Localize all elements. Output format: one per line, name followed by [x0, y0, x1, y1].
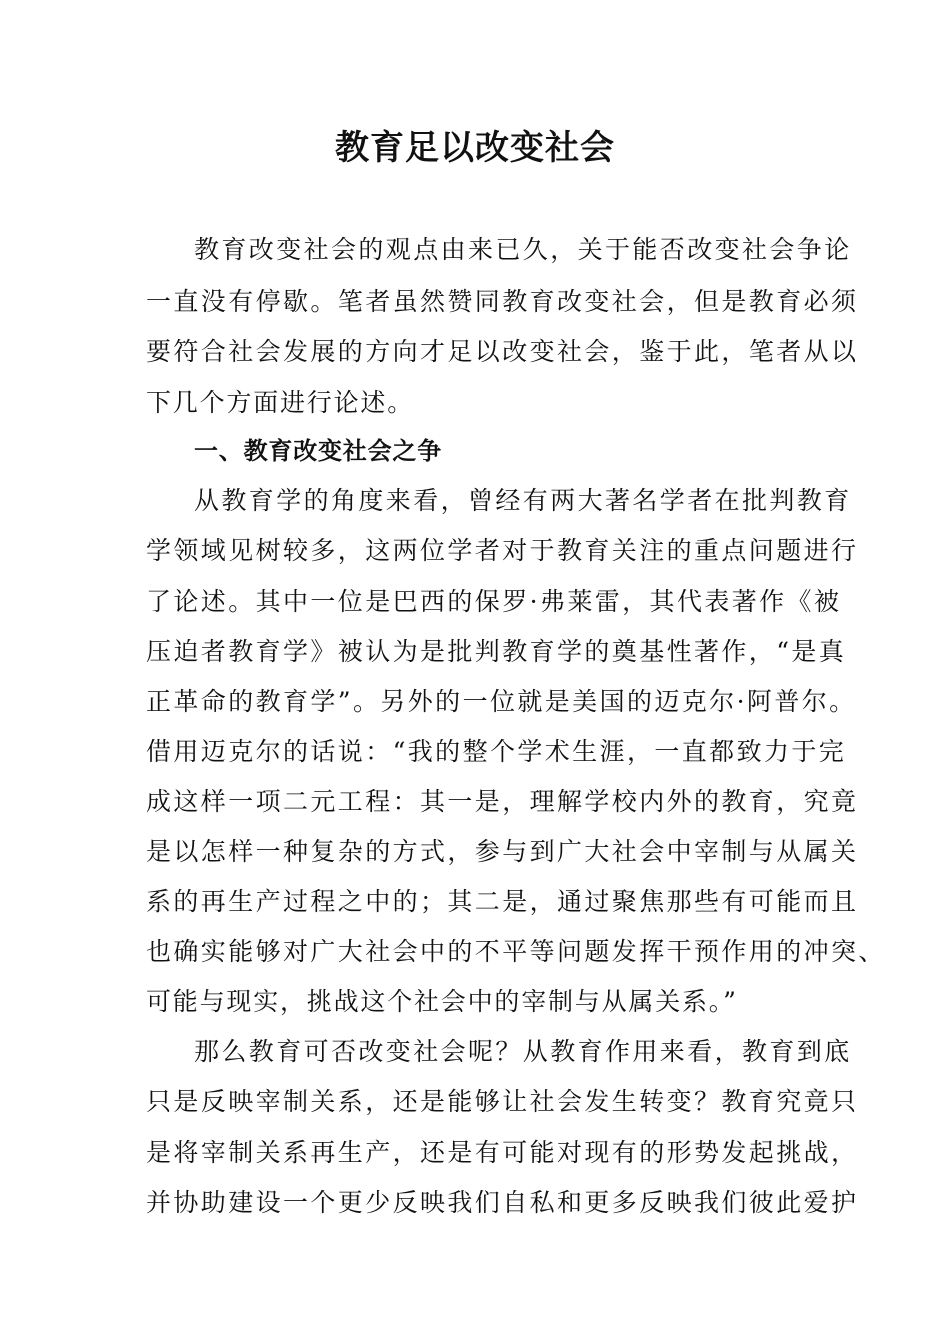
paragraph-2-line-10: 也确实能够对广大社会中的不平等问题发挥干预作用的冲突、: [146, 937, 886, 966]
paragraph-2-line-2: 学领域见树较多，这两位学者对于教育关注的重点问题进行: [146, 536, 859, 565]
paragraph-2-line-5: 正革命的教育学”。另外的一位就是美国的迈克尔·阿普尔。: [146, 687, 857, 716]
section-heading-1: 一、教育改变社会之争: [194, 437, 442, 465]
document-title: 教育足以改变社会: [335, 128, 615, 168]
paragraph-3-line-4: 并协助建设一个更少反映我们自私和更多反映我们彼此爱护: [146, 1188, 859, 1217]
paragraph-3-line-2: 只是反映宰制关系，还是能够让社会发生转变？教育究竟只: [146, 1087, 859, 1116]
paragraph-2-line-8: 是以怎样一种复杂的方式，参与到广大社会中宰制与从属关: [146, 837, 859, 866]
paragraph-2-line-7: 成这样一项二元工程：其一是，理解学校内外的教育，究竟: [146, 787, 859, 816]
paragraph-3-line-1: 那么教育可否改变社会呢？从教育作用来看，教育到底: [194, 1037, 852, 1066]
paragraph-2-line-1: 从教育学的角度来看，曾经有两大著名学者在批判教育: [194, 486, 852, 515]
paragraph-2-line-4: 压迫者教育学》被认为是批判教育学的奠基性著作，“是真: [146, 637, 847, 666]
paragraph-1-line-1: 教育改变社会的观点由来已久，关于能否改变社会争论: [194, 235, 852, 264]
paragraph-2-line-3: 了论述。其中一位是巴西的保罗·弗莱雷，其代表著作《被: [146, 587, 842, 616]
paragraph-2-line-9: 系的再生产过程之中的；其二是，通过聚焦那些有可能而且: [146, 887, 859, 916]
paragraph-1-line-4: 下几个方面进行论述。: [146, 388, 415, 417]
paragraph-1-line-3: 要符合社会发展的方向才足以改变社会，鉴于此，笔者从以: [146, 337, 859, 366]
paragraph-1-line-2: 一直没有停歇。笔者虽然赞同教育改变社会，但是教育必须: [146, 287, 859, 316]
paragraph-2-line-11: 可能与现实，挑战这个社会中的宰制与从属关系。”: [146, 987, 738, 1016]
paragraph-2-line-6: 借用迈克尔的话说：“我的整个学术生涯，一直都致力于完: [146, 737, 847, 766]
paragraph-3-line-3: 是将宰制关系再生产，还是有可能对现有的形势发起挑战，: [146, 1138, 859, 1167]
